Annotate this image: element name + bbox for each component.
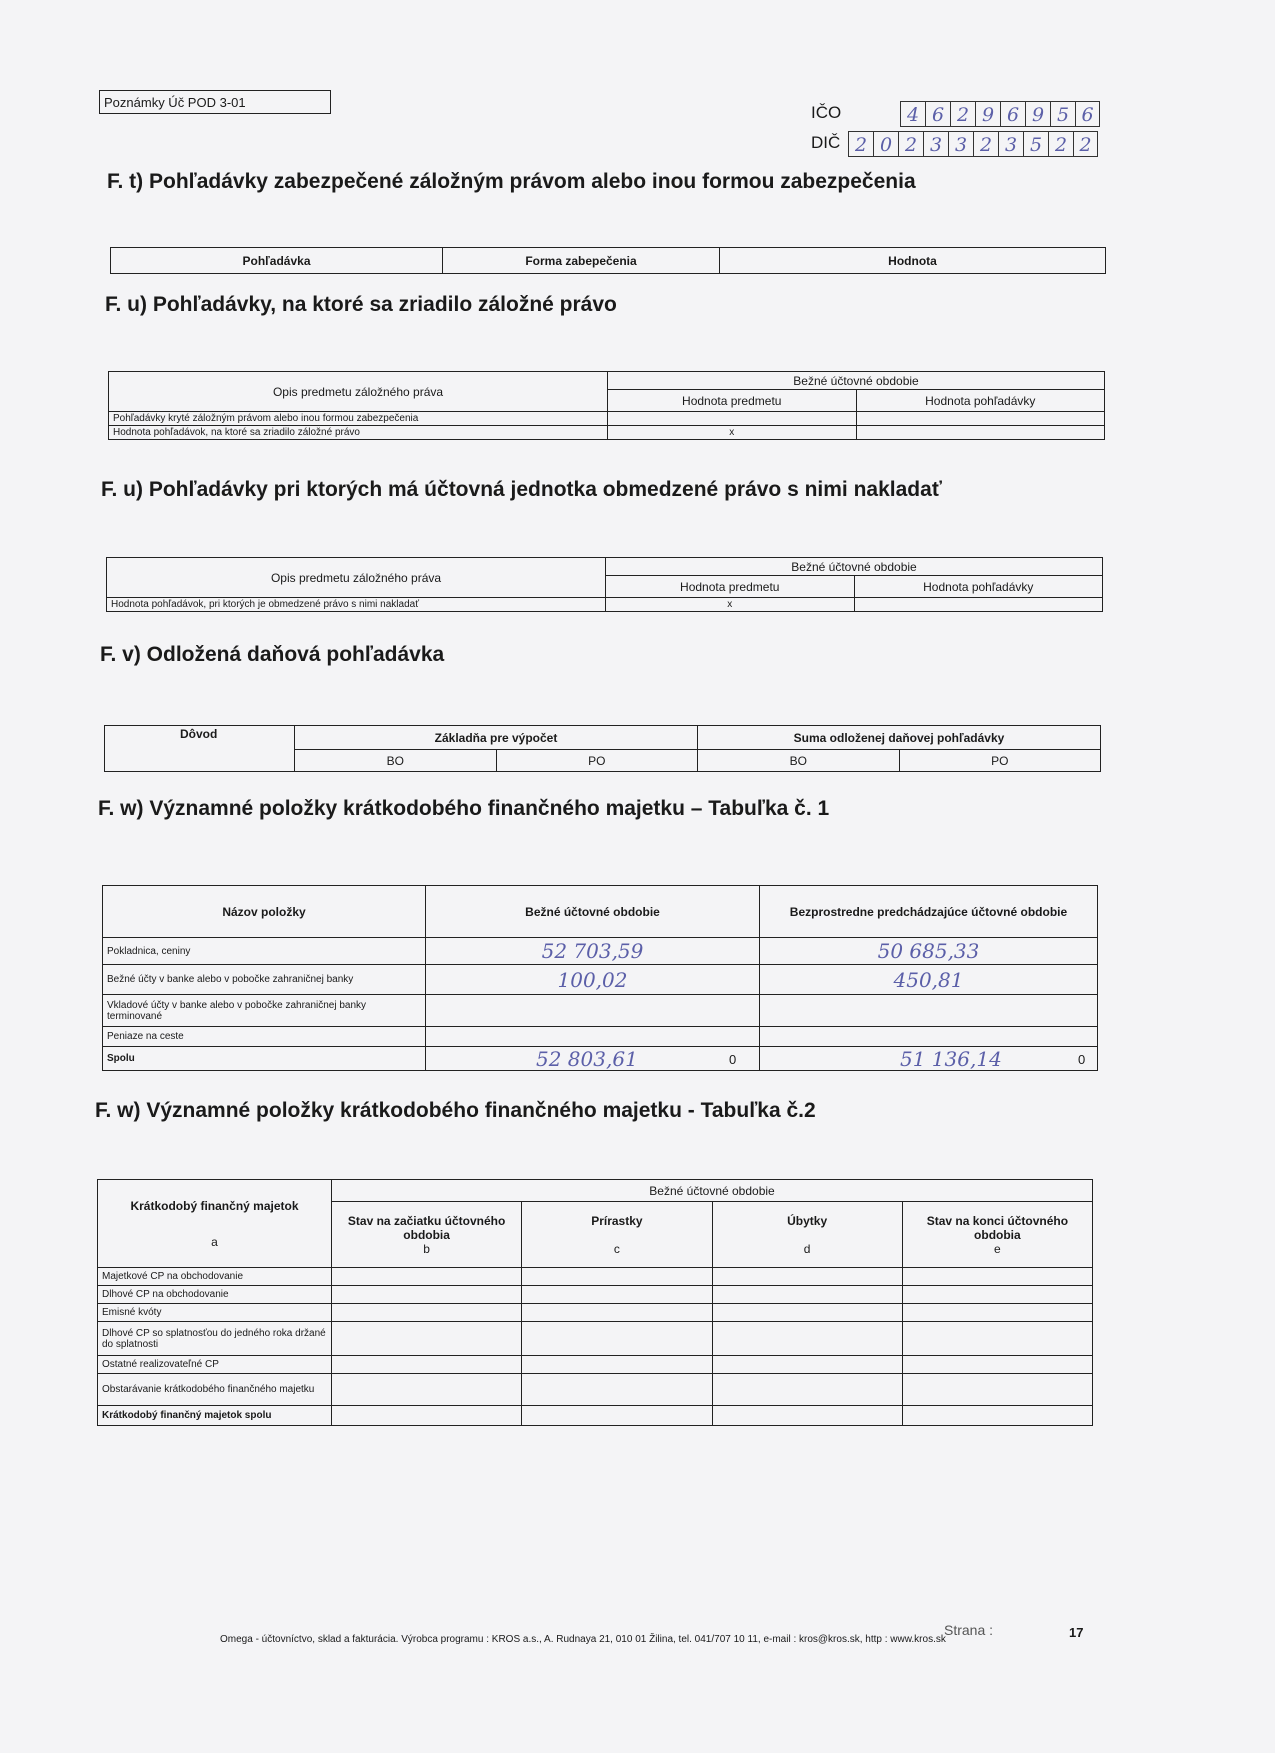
fw2-row-label: Emisné kvóty [98,1304,332,1322]
fw1-row-label: Vkladové účty v banke alebo v pobočke zahraničnej banky terminované [103,995,426,1027]
fw2-cell [712,1322,902,1356]
fw2-cell [522,1286,712,1304]
fu1-desc-header: Opis predmetu záložného práva [109,372,608,412]
fu1-x-mark: x [608,426,857,440]
fw1-total-current-printed: 0 [729,1052,737,1067]
fw2-cell [712,1356,902,1374]
fw2-row-label: Obstarávanie krátkodobého finančného majetku [98,1374,332,1406]
fv-base-bo: BO [295,750,497,772]
fw1-cell-previous [760,995,1098,1027]
fw2-letter-a: a [211,1234,218,1249]
fw2-col-a-header [98,1180,332,1268]
ico-digit: 4 [900,101,925,127]
fw2-cell [332,1304,522,1322]
dic-digit: 2 [1048,131,1073,157]
table-fw2 [97,1179,1093,1426]
fw1-cell-current: 100,02 [426,965,760,995]
fw2-cell [902,1268,1092,1286]
fw2-cell [332,1374,522,1406]
fw2-cell [712,1304,902,1322]
fw1-cell-current [426,1027,760,1047]
table-fu1 [108,371,1105,440]
dic-digit: 2 [898,131,923,157]
fw1-row-label: Bežné účty v banke alebo v pobočke zahraničnej banky [103,965,426,995]
table-ft [110,247,1106,274]
fw2-col-b-title: Stav na začiatku účtovného obdobia [347,1213,506,1242]
dic-digit: 2 [973,131,998,157]
section-ft-title: F. t) Pohľadávky zabezpečené záložným právom alebo inou formou zabezpečenia [107,170,916,193]
fw2-row-label: Majetkové CP na obchodovanie [98,1268,332,1286]
ft-header-form: Forma zabepečenia [443,248,720,274]
dic-digit: 3 [948,131,973,157]
fw2-col-e-title: Stav na konci účtovného obdobia [926,1213,1069,1242]
ico-digit: 9 [1025,101,1050,127]
table-fw1 [102,885,1098,1071]
fw2-cell [902,1356,1092,1374]
page-label: Strana : [944,1622,994,1638]
dic-digit: 5 [1023,131,1048,157]
ico-digit: 9 [975,101,1000,127]
ico-digit: 5 [1050,101,1075,127]
fw1-header-previous: Bezprostredne predchádzajúce účtovné obdobie [760,886,1098,938]
fu1-sub-receivable: Hodnota pohľadávky [856,390,1105,412]
fw1-cell-current [426,995,760,1027]
fw1-cell-previous [760,1027,1098,1047]
fw2-cell [522,1304,712,1322]
fu2-desc-header: Opis predmetu záložného práva [107,558,606,598]
section-fw1-title: F. w) Významné položky krátkodobého finančného majetku – Tabuľka č. 1 [98,797,830,820]
fw2-letter-d: d [803,1241,811,1256]
fw2-col-c-header [522,1202,712,1268]
section-fu1-title: F. u) Pohľadávky, na ktoré sa zriadilo záložné právo [105,293,617,316]
fw2-col-d-title: Úbytky [787,1213,828,1228]
fw2-letter-e: e [994,1241,1001,1256]
fu2-sub-receivable: Hodnota pohľadávky [854,576,1103,598]
fu2-period: Bežné účtovné obdobie [606,558,1103,576]
fw2-period: Bežné účtovné obdobie [332,1180,1093,1202]
fw2-row-label: Ostatné realizovateľné CP [98,1356,332,1374]
form-id-box: Poznámky Úč POD 3-01 [99,90,331,114]
ft-header-receivable: Pohľadávka [111,248,443,274]
fw2-letter-c: c [613,1241,620,1256]
fw2-total-label: Krátkodobý finančný majetok spolu [98,1406,332,1426]
fw1-header-name: Názov položky [103,886,426,938]
fw1-header-current: Bežné účtovné obdobie [426,886,760,938]
fw1-total-previous-handwritten: 51 136,14 [900,1047,1002,1071]
fw2-col-e-header [902,1202,1092,1268]
fu2-sub-item: Hodnota predmetu [606,576,855,598]
ico-digit: 6 [1075,101,1100,127]
fw2-cell [332,1268,522,1286]
fu2-cell [854,598,1103,612]
section-fu2-title: F. u) Pohľadávky pri ktorých má účtovná jednotka obmedzené právo s nimi nakladať [101,478,942,501]
fw2-cell [522,1356,712,1374]
fw2-letter-b: b [423,1241,430,1256]
dic-digit: 2 [848,131,873,157]
fw1-row-label: Pokladnica, ceniny [103,938,426,965]
section-fv-title: F. v) Odložená daňová pohľadávka [100,643,445,666]
dic-grid [848,131,1098,157]
fu1-cell [856,412,1105,426]
fw2-cell [332,1286,522,1304]
dic-digit: 2 [1073,131,1098,157]
dic-digit: 3 [923,131,948,157]
fw1-cell-previous: 450,81 [760,965,1098,995]
fw2-row-label: Dlhové CP so splatnosťou do jedného roka držané do splatnosti [98,1322,332,1356]
dic-digit: 3 [998,131,1023,157]
fv-sum-po: PO [899,750,1101,772]
fw1-row-label: Peniaze na ceste [103,1027,426,1047]
fw1-total-previous-printed: 0 [1078,1052,1086,1067]
fw2-cell [522,1322,712,1356]
fw1-total-previous [760,1047,1098,1071]
fw1-total-label: Spolu [103,1047,426,1071]
fw2-cell [712,1268,902,1286]
ico-label: IČO [811,103,842,122]
table-fv [104,725,1101,772]
fw2-cell [712,1286,902,1304]
fw2-cell [522,1406,712,1426]
ft-header-value: Hodnota [720,248,1106,274]
fw2-cell [332,1322,522,1356]
fw2-row-label: Dlhové CP na obchodovanie [98,1286,332,1304]
fw2-col-b-header [332,1202,522,1268]
fw2-cell [902,1286,1092,1304]
fw2-cell [902,1322,1092,1356]
dic-digit: 0 [873,131,898,157]
fw2-cell [902,1406,1092,1426]
section-fw2-title: F. w) Významné položky krátkodobého finančného majetku - Tabuľka č.2 [95,1099,816,1122]
fw1-cell-previous: 50 685,33 [760,938,1098,965]
fw2-col-c-title: Prírastky [591,1213,643,1228]
fw2-cell [712,1374,902,1406]
dic-label: DIČ [811,133,841,152]
ico-digit: 2 [950,101,975,127]
fv-sum-bo: BO [698,750,900,772]
fw2-cell [522,1268,712,1286]
fu1-row-label: Hodnota pohľadávok, na ktoré sa zriadilo záložné právo [109,426,608,440]
fu2-row-label: Hodnota pohľadávok, pri ktorých je obmedzené právo s nimi nakladať [107,598,606,612]
fu1-row-label: Pohľadávky kryté záložným právom alebo inou formou zabezpečenia [109,412,608,426]
ico-grid [900,101,1100,127]
footer-text: Omega - účtovníctvo, sklad a fakturácia. Výrobca programu : KROS a.s., A. Rudnaya 21, 010 01 Žilina, tel. 041/707 10 11, e-mail : kros@kros.sk, http : www.kros.sk [220,1634,946,1645]
ico-digit: 6 [925,101,950,127]
fv-reason-header: Dôvod [105,726,295,772]
fv-sum-header: Suma odloženej daňovej pohľadávky [698,726,1101,750]
fw2-cell [332,1406,522,1426]
fw2-cell [902,1374,1092,1406]
fw2-col-d-header [712,1202,902,1268]
fw2-cell [712,1406,902,1426]
fw2-cell [332,1356,522,1374]
fw1-cell-current: 52 703,59 [426,938,760,965]
fw1-total-current-handwritten: 52 803,61 [536,1047,638,1071]
page-number: 17 [1069,1625,1084,1640]
ico-digit: 6 [1000,101,1025,127]
fu1-cell [856,426,1105,440]
fw2-cell [522,1374,712,1406]
fu1-period: Bežné účtovné obdobie [608,372,1105,390]
fv-base-header: Základňa pre výpočet [295,726,698,750]
fu1-sub-item: Hodnota predmetu [608,390,857,412]
table-fu2 [106,557,1103,612]
fw2-cell [902,1304,1092,1322]
fu2-x-mark: x [606,598,855,612]
fv-base-po: PO [496,750,698,772]
fu1-cell [608,412,857,426]
fw2-col-a-title: Krátkodobý finančný majetok [130,1198,299,1213]
fw1-total-current [426,1047,760,1071]
